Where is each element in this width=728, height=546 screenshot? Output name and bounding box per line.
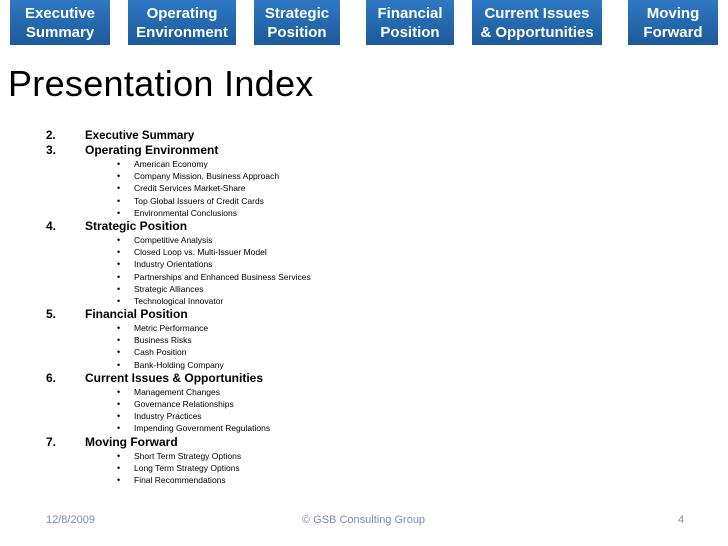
bullet-item xyxy=(0,462,728,474)
tab-label-line2: Position xyxy=(380,23,440,41)
bullet-dot-icon: • xyxy=(117,295,121,306)
bullet-item xyxy=(0,182,728,194)
footer-page-number: 4 xyxy=(678,514,685,526)
bullet-text: Closed Loop vs. Multi-Issuer Model xyxy=(134,247,267,258)
section-label: Financial Position xyxy=(85,307,188,322)
section-heading xyxy=(0,219,728,234)
section-label: Moving Forward xyxy=(85,434,178,449)
bullet-list xyxy=(0,450,728,487)
section-nav-tabs xyxy=(0,0,728,47)
bullet-dot-icon: • xyxy=(117,474,121,485)
tab-label-line1: Financial xyxy=(377,4,443,22)
section-label: Current Issues & Opportunities xyxy=(85,370,264,385)
bullet-item xyxy=(0,398,728,410)
bullet-dot-icon: • xyxy=(117,386,121,397)
index-section xyxy=(0,307,728,371)
tab-label-line2: Forward xyxy=(643,23,703,41)
bullet-text: Short Term Strategy Options xyxy=(134,450,242,461)
bullet-item xyxy=(0,234,728,246)
bullet-dot-icon: • xyxy=(117,171,121,182)
bullet-text: Technological Innovator xyxy=(134,295,224,306)
bullet-item xyxy=(0,474,728,486)
section-label: Executive Summary xyxy=(85,130,195,142)
section-number: 6. xyxy=(46,370,57,385)
bullet-item xyxy=(0,386,728,398)
bullet-dot-icon: • xyxy=(117,462,121,473)
tab-label-line2: Position xyxy=(267,23,327,41)
bullet-item xyxy=(0,359,728,371)
bullet-dot-icon: • xyxy=(117,259,121,270)
bullet-dot-icon: • xyxy=(117,247,121,258)
bullet-text: Credit Services Market-Share xyxy=(134,183,246,194)
section-number: 4. xyxy=(46,218,57,233)
tab-financial-position[interactable] xyxy=(366,0,454,45)
section-number: 5. xyxy=(46,307,57,322)
bullet-item xyxy=(0,170,728,182)
bullet-text: Governance Relationships xyxy=(134,399,234,409)
bullet-dot-icon: • xyxy=(117,347,121,358)
bullet-dot-icon: • xyxy=(117,359,121,370)
tab-executive-summary[interactable] xyxy=(10,0,110,45)
bullet-item xyxy=(0,450,728,462)
tab-label-line2: Summary xyxy=(25,23,95,41)
bullet-text: Industry Orientations xyxy=(134,259,213,270)
index-section xyxy=(0,371,728,435)
bullet-item xyxy=(0,410,728,422)
bullet-text: Long Term Strategy Options xyxy=(134,462,240,473)
tab-strategic-position[interactable] xyxy=(254,0,340,45)
section-label: Strategic Position xyxy=(85,218,188,233)
bullet-text: Management Changes xyxy=(134,386,221,397)
index-section xyxy=(0,219,728,307)
bullet-list xyxy=(0,322,728,371)
tab-current-issues-opportunities[interactable] xyxy=(472,0,602,45)
index-section xyxy=(0,143,728,219)
section-heading xyxy=(0,143,728,158)
index-section xyxy=(0,129,728,143)
bullet-item xyxy=(0,422,728,434)
tab-label-line2: & Opportunities xyxy=(480,23,594,41)
bullet-dot-icon: • xyxy=(117,283,121,294)
tab-label-line1: Current Issues xyxy=(484,4,590,22)
bullet-text: Top Global Issuers of Credit Cards xyxy=(134,195,264,206)
bullet-list xyxy=(0,234,728,307)
section-heading xyxy=(0,129,728,143)
bullet-item xyxy=(0,346,728,358)
bullet-item xyxy=(0,207,728,219)
bullet-text: Partnerships and Enhanced Business Services xyxy=(134,271,311,282)
bullet-text: Business Risks xyxy=(134,335,192,346)
bullet-text: Cash Position xyxy=(134,347,187,358)
tab-label-line1: Moving xyxy=(646,4,700,22)
page-title: Presentation Index xyxy=(8,63,314,104)
bullet-dot-icon: • xyxy=(117,411,121,422)
tab-label-line1: Operating xyxy=(146,4,218,22)
bullet-dot-icon: • xyxy=(117,335,121,346)
bullet-text: Strategic Alliances xyxy=(134,283,204,294)
tab-label-line1: Strategic xyxy=(264,4,330,22)
bullet-dot-icon: • xyxy=(117,423,121,434)
bullet-dot-icon: • xyxy=(117,195,121,206)
bullet-item xyxy=(0,271,728,283)
bullet-dot-icon: • xyxy=(117,183,121,194)
section-number: 7. xyxy=(46,434,57,449)
bullet-text: Bank-Holding Company xyxy=(134,359,224,370)
bullet-item xyxy=(0,322,728,334)
bullet-text: Company Mission, Business Approach xyxy=(134,171,280,182)
bullet-dot-icon: • xyxy=(117,399,121,409)
presentation-index xyxy=(0,129,728,486)
tab-operating-environment[interactable] xyxy=(128,0,236,45)
footer-date: 12/8/2009 xyxy=(46,514,95,526)
bullet-dot-icon: • xyxy=(117,323,121,334)
tab-label-line1: Executive xyxy=(24,4,96,22)
bullet-text: Environmental Conclusions xyxy=(134,207,237,218)
bullet-text: Impending Government Regulations xyxy=(134,423,271,434)
section-number: 2. xyxy=(46,130,56,142)
bullet-dot-icon: • xyxy=(117,207,121,218)
footer-copyright: © GSB Consulting Group xyxy=(302,514,426,526)
index-section xyxy=(0,435,728,487)
bullet-text: Metric Performance xyxy=(134,323,209,334)
section-heading xyxy=(0,435,728,450)
tab-label-line2: Environment xyxy=(136,23,228,41)
bullet-text: Industry Practices xyxy=(134,411,202,422)
bullet-item xyxy=(0,246,728,258)
bullet-dot-icon: • xyxy=(117,234,121,245)
bullet-item xyxy=(0,283,728,295)
bullet-dot-icon: • xyxy=(117,159,121,169)
bullet-item xyxy=(0,295,728,307)
bullet-item xyxy=(0,334,728,346)
bullet-list xyxy=(0,386,728,435)
bullet-text: Competitive Analysis xyxy=(134,234,213,245)
section-label: Operating Environment xyxy=(85,143,219,157)
section-heading xyxy=(0,307,728,322)
bullet-item xyxy=(0,195,728,207)
bullet-text: Final Recommendations xyxy=(134,474,226,485)
bullet-dot-icon: • xyxy=(117,450,121,461)
tab-moving-forward[interactable] xyxy=(628,0,718,45)
bullet-list xyxy=(0,158,728,219)
section-heading xyxy=(0,371,728,386)
bullet-item xyxy=(0,158,728,170)
bullet-dot-icon: • xyxy=(117,271,121,282)
section-number: 3. xyxy=(46,143,57,157)
bullet-text: American Economy xyxy=(134,159,208,169)
bullet-item xyxy=(0,258,728,270)
